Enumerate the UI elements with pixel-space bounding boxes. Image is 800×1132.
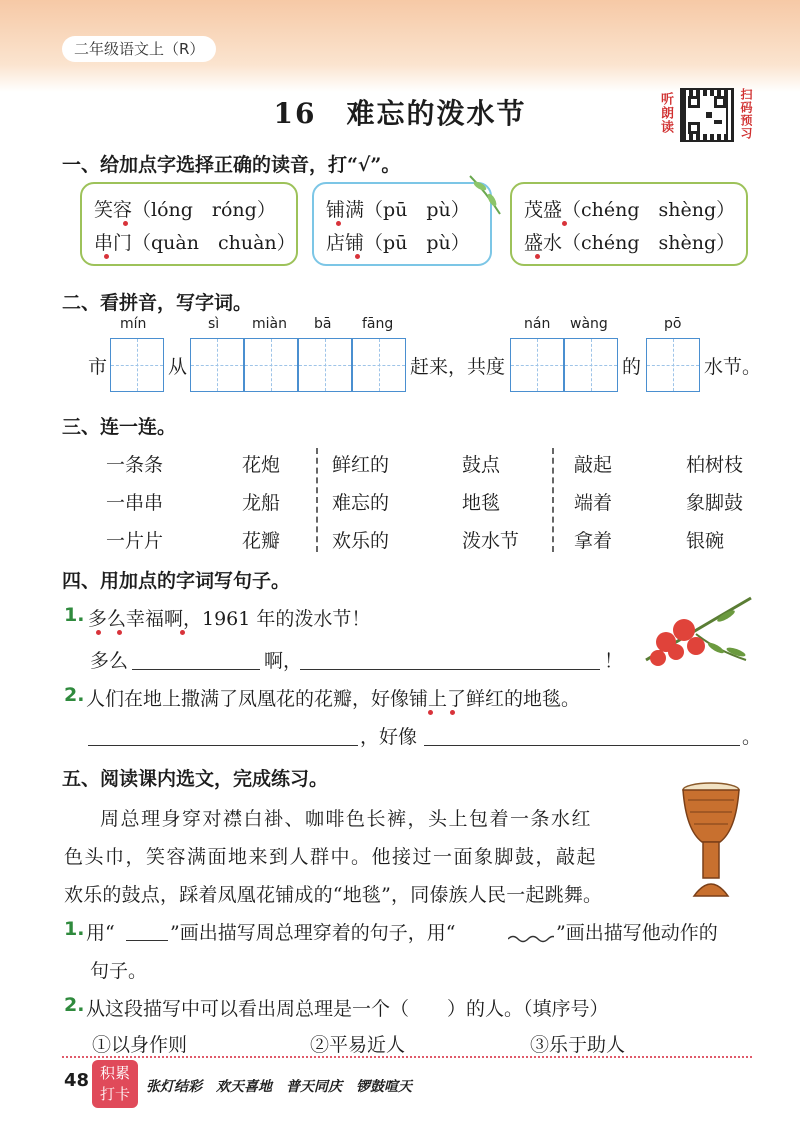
question-number: 2. <box>64 994 85 1016</box>
box2-line1: 铺满（pū pù） <box>326 199 470 221</box>
emphasis-dot <box>355 254 360 259</box>
listen-label: 听朗读 <box>658 92 673 134</box>
emphasis-dot <box>428 710 433 715</box>
section3-title: 三、连一连。 <box>62 416 177 438</box>
emphasis-dot <box>562 221 567 226</box>
badge-top-text: 积累 <box>99 1064 130 1082</box>
q1-sentence: 多么幸福啊，1961 年的泼水节！ <box>88 608 371 630</box>
word-ganlai: 赶来，共度 <box>410 356 506 378</box>
box3-line1: 茂盛（chéng shèng） <box>524 199 736 221</box>
word-de: 的 <box>622 356 642 378</box>
pinyin-fang: fāng <box>362 316 394 332</box>
writing-cell[interactable] <box>352 338 406 392</box>
match-item[interactable]: 花瓣 <box>242 530 281 552</box>
word-shuijie: 水节。 <box>704 356 762 378</box>
box3-line2: 盛水（chéng shèng） <box>524 232 736 254</box>
lesson-title: 16 难忘的泼水节 <box>273 97 527 130</box>
grade-label: 二年级语文上（R） <box>62 36 216 62</box>
match-item[interactable]: 拿着 <box>574 530 613 552</box>
match-item[interactable]: 端着 <box>574 492 613 514</box>
question-number: 1. <box>64 918 85 940</box>
passage-line: 色头巾，笑容满面地来到人群中。他接过一面象脚鼓，敲起 <box>64 846 598 868</box>
emphasis-dot <box>180 630 185 635</box>
pinyin-wang: wàng <box>570 316 608 332</box>
writing-cell[interactable] <box>298 338 352 392</box>
q2-sentence: 人们在地上撒满了凤凰花的花瓣，好像铺上了鲜红的地毯。 <box>86 688 581 710</box>
q5-1-part-d: 句子。 <box>90 960 148 982</box>
writing-cell[interactable] <box>646 338 700 392</box>
pinyin-si: sì <box>208 316 220 332</box>
divider <box>316 448 318 552</box>
idiom-list: 张灯结彩 欢天喜地 普天同庆 锣鼓喧天 <box>146 1079 412 1095</box>
q1-fill-mid: 啊， <box>264 650 303 672</box>
option-2[interactable]: ②平易近人 <box>310 1034 406 1056</box>
qr-code-icon[interactable] <box>680 88 734 142</box>
box1-line2: 串门（quàn chuàn） <box>94 232 296 254</box>
pinyin-mian: miàn <box>252 316 287 332</box>
straight-line-sample <box>126 940 168 941</box>
match-item[interactable]: 一条条 <box>106 454 164 476</box>
phoenix-flower-icon <box>636 590 756 678</box>
section2-title: 二、看拼音，写字词。 <box>62 292 253 314</box>
badge-bottom-text: 打卡 <box>99 1085 130 1103</box>
writing-cell[interactable] <box>110 338 164 392</box>
box1-line1: 笑容（lóng róng） <box>94 199 276 221</box>
match-item[interactable]: 一串串 <box>106 492 164 514</box>
match-item[interactable]: 一片片 <box>106 530 164 552</box>
pinyin-min: mín <box>120 316 147 332</box>
divider <box>552 448 554 552</box>
match-item[interactable]: 敲起 <box>574 454 613 476</box>
pinyin-po: pō <box>664 316 682 332</box>
emphasis-dot <box>123 221 128 226</box>
elephant-foot-drum-icon <box>676 780 746 900</box>
pinyin-ba: bā <box>314 316 332 332</box>
page-number: 48 <box>64 1070 90 1091</box>
match-item[interactable]: 地毯 <box>462 492 501 514</box>
word-shi: 市 <box>88 356 108 378</box>
scan-label: 扫码预习 <box>739 88 753 140</box>
section1-title: 一、给加点字选择正确的读音，打“√”。 <box>62 154 401 176</box>
wavy-line-sample <box>508 934 554 944</box>
question-number: 1. <box>64 604 85 626</box>
match-item[interactable]: 花炮 <box>242 454 281 476</box>
writing-cell[interactable] <box>510 338 564 392</box>
q2-fill-mid: ，好像 <box>360 726 418 748</box>
answer-line[interactable] <box>88 722 358 746</box>
match-item[interactable]: 银碗 <box>686 530 725 552</box>
accumulate-badge <box>92 1060 138 1108</box>
writing-cell[interactable] <box>244 338 298 392</box>
writing-cell[interactable] <box>564 338 618 392</box>
answer-line[interactable] <box>300 646 600 670</box>
answer-line[interactable] <box>132 646 260 670</box>
match-item[interactable]: 柏树枝 <box>686 454 744 476</box>
box2-line2: 店铺（pū pù） <box>326 232 470 254</box>
emphasis-dot <box>450 710 455 715</box>
emphasis-dot <box>535 254 540 259</box>
match-item[interactable]: 难忘的 <box>332 492 390 514</box>
section5-title: 五、阅读课内选文，完成练习。 <box>62 768 329 790</box>
q5-1-part-a: 用“ <box>86 922 115 944</box>
writing-cell[interactable] <box>190 338 244 392</box>
passage-line: 欢乐的鼓点，踩着凤凰花铺成的“地毯”，同傣族人民一起跳舞。 <box>64 884 603 906</box>
leaf-decoration-icon <box>466 172 506 218</box>
answer-line[interactable] <box>424 722 740 746</box>
passage-line: 周总理身穿对襟白褂、咖啡色长裤，头上包着一条水红 <box>100 808 593 830</box>
q1-fill-prefix: 多么 <box>90 650 129 672</box>
q5-1-part-b: ”画出描写周总理穿着的句子，用“ <box>170 922 456 944</box>
emphasis-dot <box>117 630 122 635</box>
question-number: 2. <box>64 684 85 706</box>
match-item[interactable]: 龙船 <box>242 492 281 514</box>
emphasis-dot <box>104 254 109 259</box>
q5-1-part-c: ”画出描写他动作的 <box>556 922 718 944</box>
option-1[interactable]: ①以身作则 <box>92 1034 188 1056</box>
section4-title: 四、用加点的字词写句子。 <box>62 570 291 592</box>
q1-fill-end: ！ <box>604 650 624 672</box>
match-item[interactable]: 象脚鼓 <box>686 492 744 514</box>
q2-fill-end: 。 <box>742 726 762 748</box>
emphasis-dot <box>96 630 101 635</box>
q5-2-sentence: 从这段描写中可以看出周总理是一个（ ）的人。（填序号） <box>86 998 609 1020</box>
match-item[interactable]: 鼓点 <box>462 454 501 476</box>
footer-separator <box>62 1056 752 1058</box>
emphasis-dot <box>336 221 341 226</box>
match-item[interactable]: 泼水节 <box>462 530 520 552</box>
option-3[interactable]: ③乐于助人 <box>530 1034 626 1056</box>
word-cong: 从 <box>168 356 188 378</box>
pinyin-nan: nán <box>524 316 551 332</box>
match-item[interactable]: 欢乐的 <box>332 530 390 552</box>
match-item[interactable]: 鲜红的 <box>332 454 390 476</box>
